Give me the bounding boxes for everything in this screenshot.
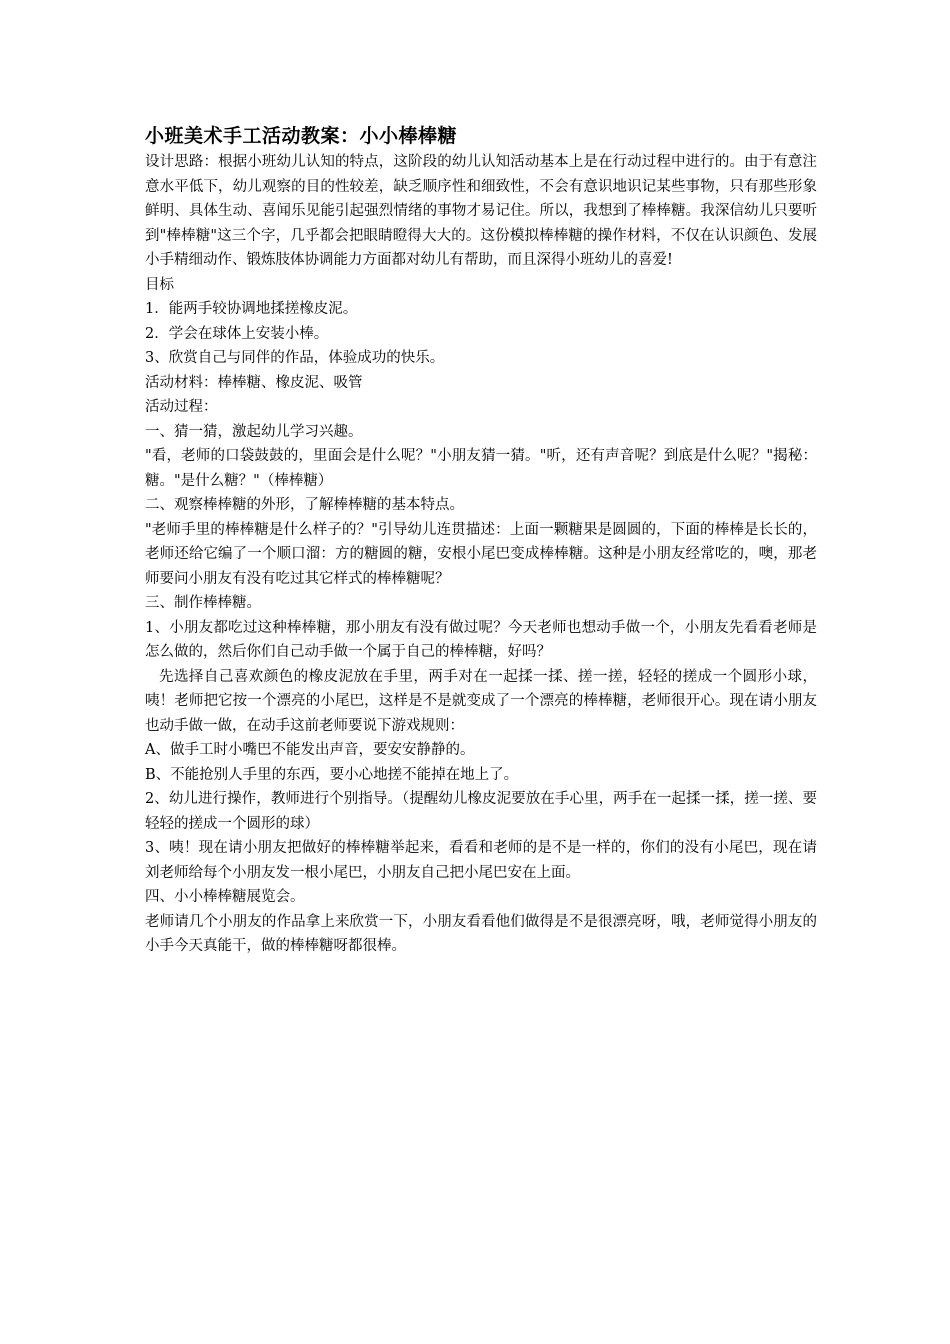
- step-3-sub-1: 1、小朋友都吃过这种棒棒糖，那小朋友有没有做过呢？今天老师也想动手做一个，小朋友先看看老师是怎么做的，然后你们自己动手做一个属于自己的棒棒糖，好吗？: [145, 619, 817, 660]
- goals-heading: 目标: [145, 276, 174, 293]
- design-rationale-paragraph: 设计思路：根据小班幼儿认知的特点，这阶段的幼儿认知活动基本上是在行动过程中进行的。由于有意注意水平低下，幼儿观察的目的性较差，缺乏顺序性和细致性，不会有意识地识记某些事物，只有那些形象鲜明、具体生动、喜闻乐见能引起强烈情绪的事物才易记住。所以，我想到了棒棒糖。我深信幼儿只要听到"棒棒糖"这三个字，几乎都会把眼睛瞪得大大的。这份模拟棒棒糖的操作材料，不仅在认识颜色、发展小手精细动作、锻炼肢体协调能力方面都对幼儿有帮助，而且深得小班幼儿的喜爱!: [145, 154, 817, 268]
- materials-line: 活动材料：棒棒糖、橡皮泥、吸管: [145, 374, 363, 391]
- step-3-heading: 三、制作棒棒糖。: [145, 595, 261, 611]
- goal-item-2: 2．学会在球体上安装小棒。: [145, 325, 329, 342]
- step-1-paragraph: "看，老师的口袋鼓鼓的，里面会是什么呢？"小朋友猜一猜。"听，还有声音呢？到底是什么呢？"揭秘：糖。"是什么糖？"（棒棒糖）: [145, 448, 817, 489]
- goal-item-1: 1．能两手较协调地揉搓橡皮泥。: [145, 301, 358, 317]
- step-1-heading: 一、猜一猜，激起幼儿学习兴趣。: [145, 423, 363, 440]
- step-4-heading: 四、小小棒棒糖展览会。: [145, 889, 305, 905]
- step-2-heading: 二、观察棒棒糖的外形，了解棒棒糖的基本特点。: [145, 497, 464, 513]
- step-3-sub-2: 2、幼儿进行操作，教师进行个别指导。（提醒幼儿橡皮泥要放在手心里，两手在一起揉一揉，搓一搓、要轻轻的搓成一个圆形的球）: [145, 791, 817, 832]
- document-page: [145, 122, 817, 959]
- rule-a: A、做手工时小嘴巴不能发出声音，要安安静静的。: [145, 742, 475, 758]
- step-2-paragraph: "老师手里的棒棒糖是什么样子的？"引导幼儿连贯描述：上面一颗糖果是圆圆的，下面的棒棒是长长的，老师还给它编了一个顺口溜：方的糖圆的糖，安根小尾巴变成棒棒糖。这种是小朋友经常吃的，噢，那老师要问小朋友有没有吃过其它样式的棒棒糖呢？: [145, 521, 817, 587]
- step-3-sub-3: 3、咦！现在请小朋友把做好的棒棒糖举起来，看看和老师的是不是一样的，你们的没有小尾巴，现在请刘老师给每个小朋友发一根小尾巴，小朋友自己把小尾巴安在上面。: [145, 840, 817, 881]
- process-heading: 活动过程：: [145, 399, 218, 415]
- rule-b: B、不能抢别人手里的东西，要小心地搓不能掉在地上了。: [145, 766, 519, 783]
- document-title: 小班美术手工活动教案：小小棒棒糖: [145, 125, 458, 147]
- goal-item-3: 3、欣赏自己与同伴的作品，体验成功的快乐。: [145, 350, 445, 366]
- step-3-demo-paragraph: 先选择自己喜欢颜色的橡皮泥放在手里，两手对在一起揉一揉、搓一搓，轻轻的搓成一个圆形小球，咦！老师把它按一个漂亮的小尾巴，这样是不是就变成了一个漂亮的棒棒糖，老师很开心。现在请小朋友也动手做一做，在动手这前老师要说下游戏规则：: [145, 668, 817, 734]
- step-4-paragraph: 老师请几个小朋友的作品拿上来欣赏一下，小朋友看看他们做得是不是很漂亮呀，哦，老师觉得小朋友的小手今天真能干，做的棒棒糖呀都很棒。: [145, 913, 817, 954]
